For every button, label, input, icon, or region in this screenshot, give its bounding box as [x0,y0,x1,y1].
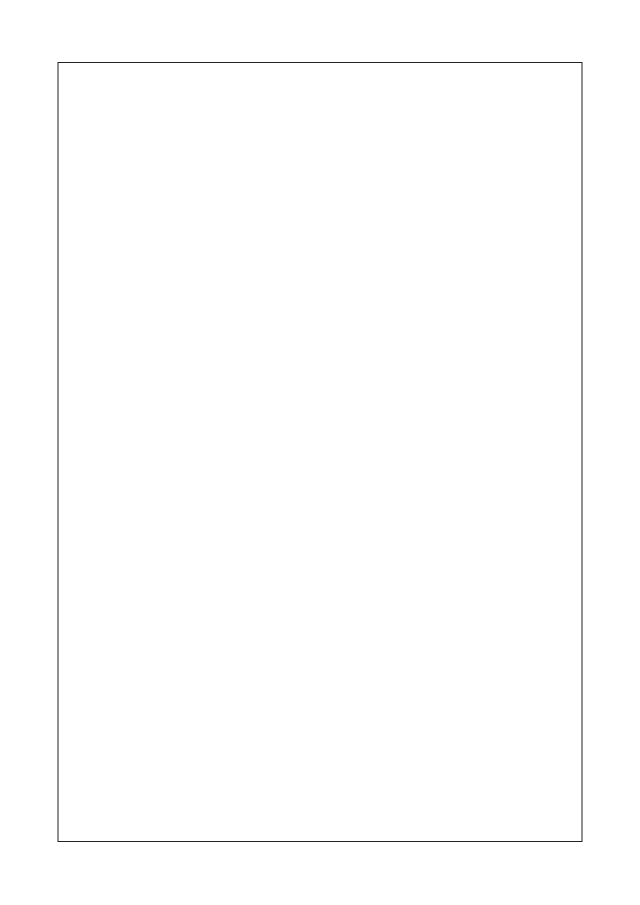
drug-list-table [58,62,583,842]
